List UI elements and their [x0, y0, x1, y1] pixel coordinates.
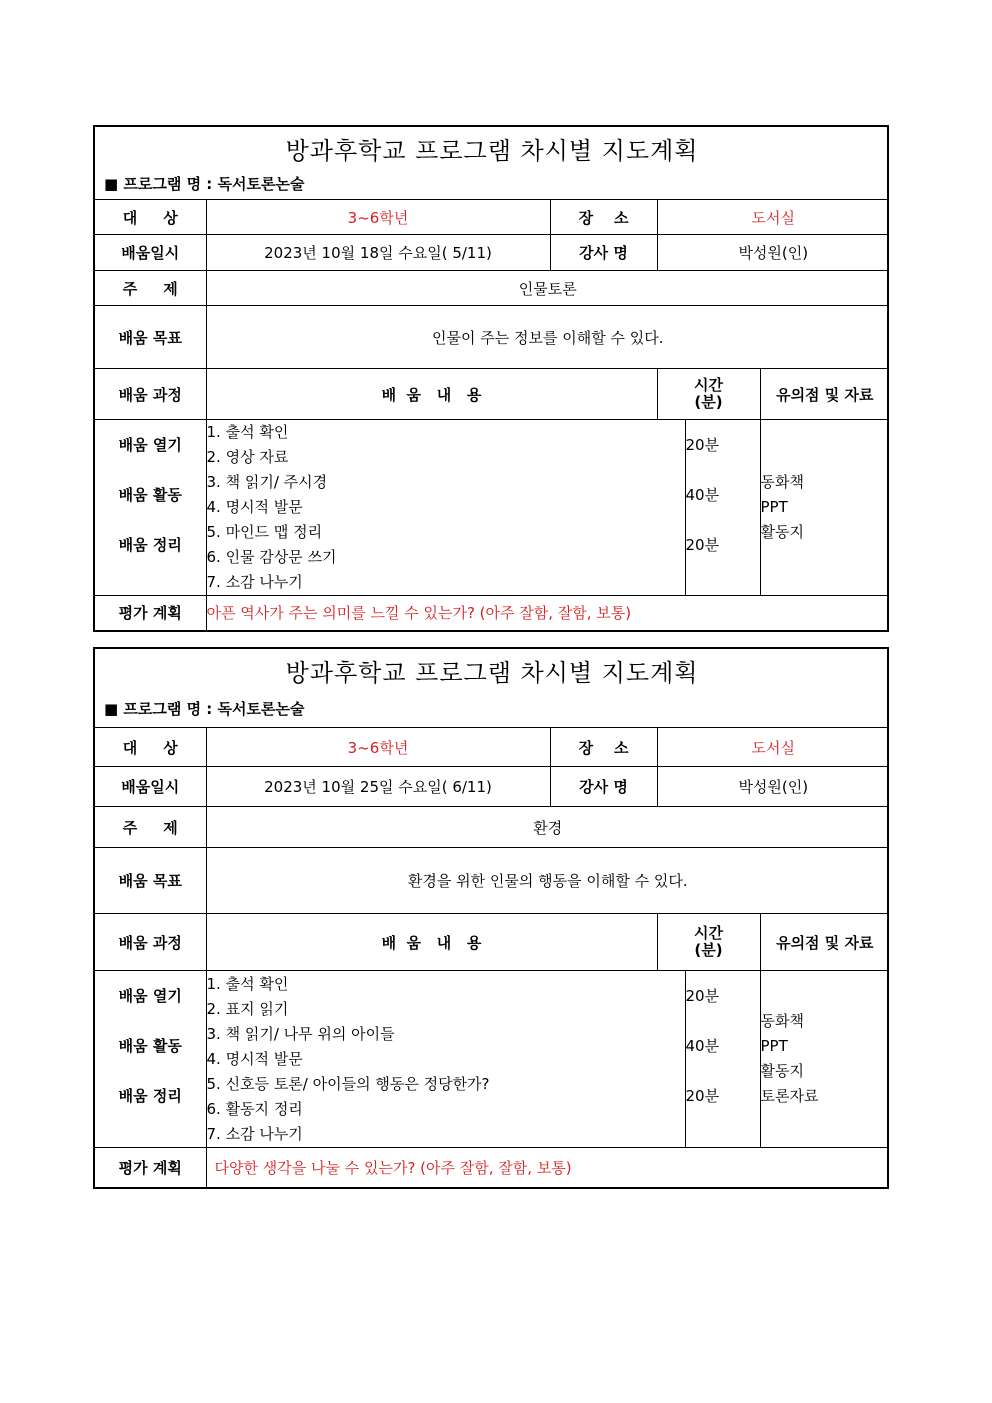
- step-item: 6. 활동지 정리: [206, 1099, 303, 1118]
- step-item: 5. 신호등 토론/ 아이들의 행동은 정당한가?: [206, 1074, 490, 1093]
- plan-title: 방과후학교 프로그램 차시별 지도계획: [285, 659, 699, 687]
- teacher-value: 박성원(인): [657, 235, 889, 271]
- material-item: 활동지: [760, 1062, 804, 1080]
- lesson-plan-1: [93, 125, 889, 632]
- time-item: 20분: [685, 435, 720, 454]
- content-label: 배 움 내 용: [206, 914, 657, 971]
- steps-column: [206, 971, 685, 1148]
- step-item: 4. 명시적 발문: [206, 1049, 303, 1068]
- time-item: 20분: [685, 987, 720, 1005]
- program-name: ■ 프로그램 명 : 독서토론논술: [104, 175, 305, 193]
- step-item: 1. 출석 확인: [206, 423, 289, 441]
- phase-item: 배움 활동: [118, 1037, 182, 1055]
- eval-label: 평가 계획: [95, 1148, 206, 1187]
- place-label: 장 소: [550, 200, 657, 235]
- notes-label: 유의점 및 자료: [760, 914, 889, 971]
- time-header-line2: (분): [694, 941, 723, 959]
- phase-item: 배움 정리: [118, 535, 182, 554]
- date-label: 배움일시: [95, 767, 206, 807]
- plan-header: [95, 127, 889, 200]
- process-label: 배움 과정: [95, 369, 206, 420]
- time-header-line1: 시간: [694, 924, 723, 942]
- phase-item: 배움 열기: [118, 987, 182, 1005]
- step-item: 2. 영상 자료: [206, 448, 289, 466]
- material-item: 동화책: [760, 1012, 804, 1030]
- material-item: PPT: [760, 498, 788, 516]
- topic-label: 주 제: [95, 807, 206, 848]
- step-item: 1. 출석 확인: [206, 974, 289, 993]
- goal-label: 배움 목표: [95, 848, 206, 914]
- target-label: 대 상: [95, 200, 206, 235]
- lesson-plan-2: [93, 647, 889, 1189]
- phase-item: 배움 정리: [118, 1087, 182, 1105]
- time-item: 40분: [685, 485, 720, 504]
- phase-column: [95, 971, 206, 1148]
- time-header: [657, 369, 760, 420]
- process-label: 배움 과정: [95, 914, 206, 971]
- target-value: 3~6학년: [206, 200, 550, 235]
- step-item: 3. 책 읽기/ 나무 위의 아이들: [206, 1024, 395, 1043]
- time-header: [657, 914, 760, 971]
- step-item: 2. 표지 읽기: [206, 999, 289, 1018]
- target-label: 대 상: [95, 728, 206, 767]
- phase-item: 배움 활동: [118, 485, 182, 504]
- date-value: 2023년 10월 18일 수요일( 5/11): [206, 235, 550, 271]
- steps-column: [206, 420, 685, 596]
- content-label: 배 움 내 용: [206, 369, 657, 420]
- step-item: 3. 책 읽기/ 주시경: [206, 473, 328, 491]
- teacher-value: 박성원(인): [657, 767, 889, 807]
- time-item: 20분: [685, 535, 720, 554]
- materials-column: [760, 420, 889, 596]
- time-item: 40분: [685, 1037, 720, 1055]
- topic-value: 환경: [206, 807, 889, 848]
- program-name: ■ 프로그램 명 : 독서토론논술: [104, 700, 305, 718]
- goal-value: 인물이 주는 정보를 이해할 수 있다.: [206, 306, 889, 369]
- material-item: 동화책: [760, 473, 804, 491]
- plan-title: 방과후학교 프로그램 차시별 지도계획: [285, 137, 699, 165]
- date-value: 2023년 10월 25일 수요일( 6/11): [206, 767, 550, 807]
- goal-value: 환경을 위한 인물의 행동을 이해할 수 있다.: [206, 848, 889, 914]
- goal-label: 배움 목표: [95, 306, 206, 369]
- material-item: 토론자료: [760, 1087, 819, 1105]
- topic-value: 인물토론: [206, 271, 889, 306]
- phase-column: [95, 420, 206, 596]
- phase-item: 배움 열기: [118, 435, 182, 454]
- time-header-line1: 시간: [694, 376, 723, 394]
- eval-value: 아픈 역사가 주는 의미를 느낄 수 있는가? (아주 잘함, 잘함, 보통): [206, 596, 889, 630]
- material-item: PPT: [760, 1037, 788, 1055]
- teacher-label: 강사 명: [550, 767, 657, 807]
- plan-header: [95, 649, 889, 728]
- place-value: 도서실: [657, 200, 889, 235]
- time-header-line2: (분): [694, 393, 723, 411]
- material-item: 활동지: [760, 523, 804, 541]
- step-item: 6. 인물 감상문 쓰기: [206, 548, 337, 566]
- notes-label: 유의점 및 자료: [760, 369, 889, 420]
- time-column: [685, 420, 760, 596]
- step-item: 5. 마인드 맵 정리: [206, 523, 323, 541]
- step-item: 7. 소감 나누기: [206, 1124, 303, 1143]
- place-label: 장 소: [550, 728, 657, 767]
- step-item: 7. 소감 나누기: [206, 573, 303, 591]
- topic-label: 주 제: [95, 271, 206, 306]
- time-column: [685, 971, 760, 1148]
- teacher-label: 강사 명: [550, 235, 657, 271]
- eval-label: 평가 계획: [95, 596, 206, 630]
- eval-value: 다양한 생각을 나눌 수 있는가? (아주 잘함, 잘함, 보통): [206, 1148, 889, 1187]
- step-item: 4. 명시적 발문: [206, 498, 303, 516]
- place-value: 도서실: [657, 728, 889, 767]
- materials-column: [760, 971, 889, 1148]
- target-value: 3~6학년: [206, 728, 550, 767]
- time-item: 20분: [685, 1087, 720, 1105]
- date-label: 배움일시: [95, 235, 206, 271]
